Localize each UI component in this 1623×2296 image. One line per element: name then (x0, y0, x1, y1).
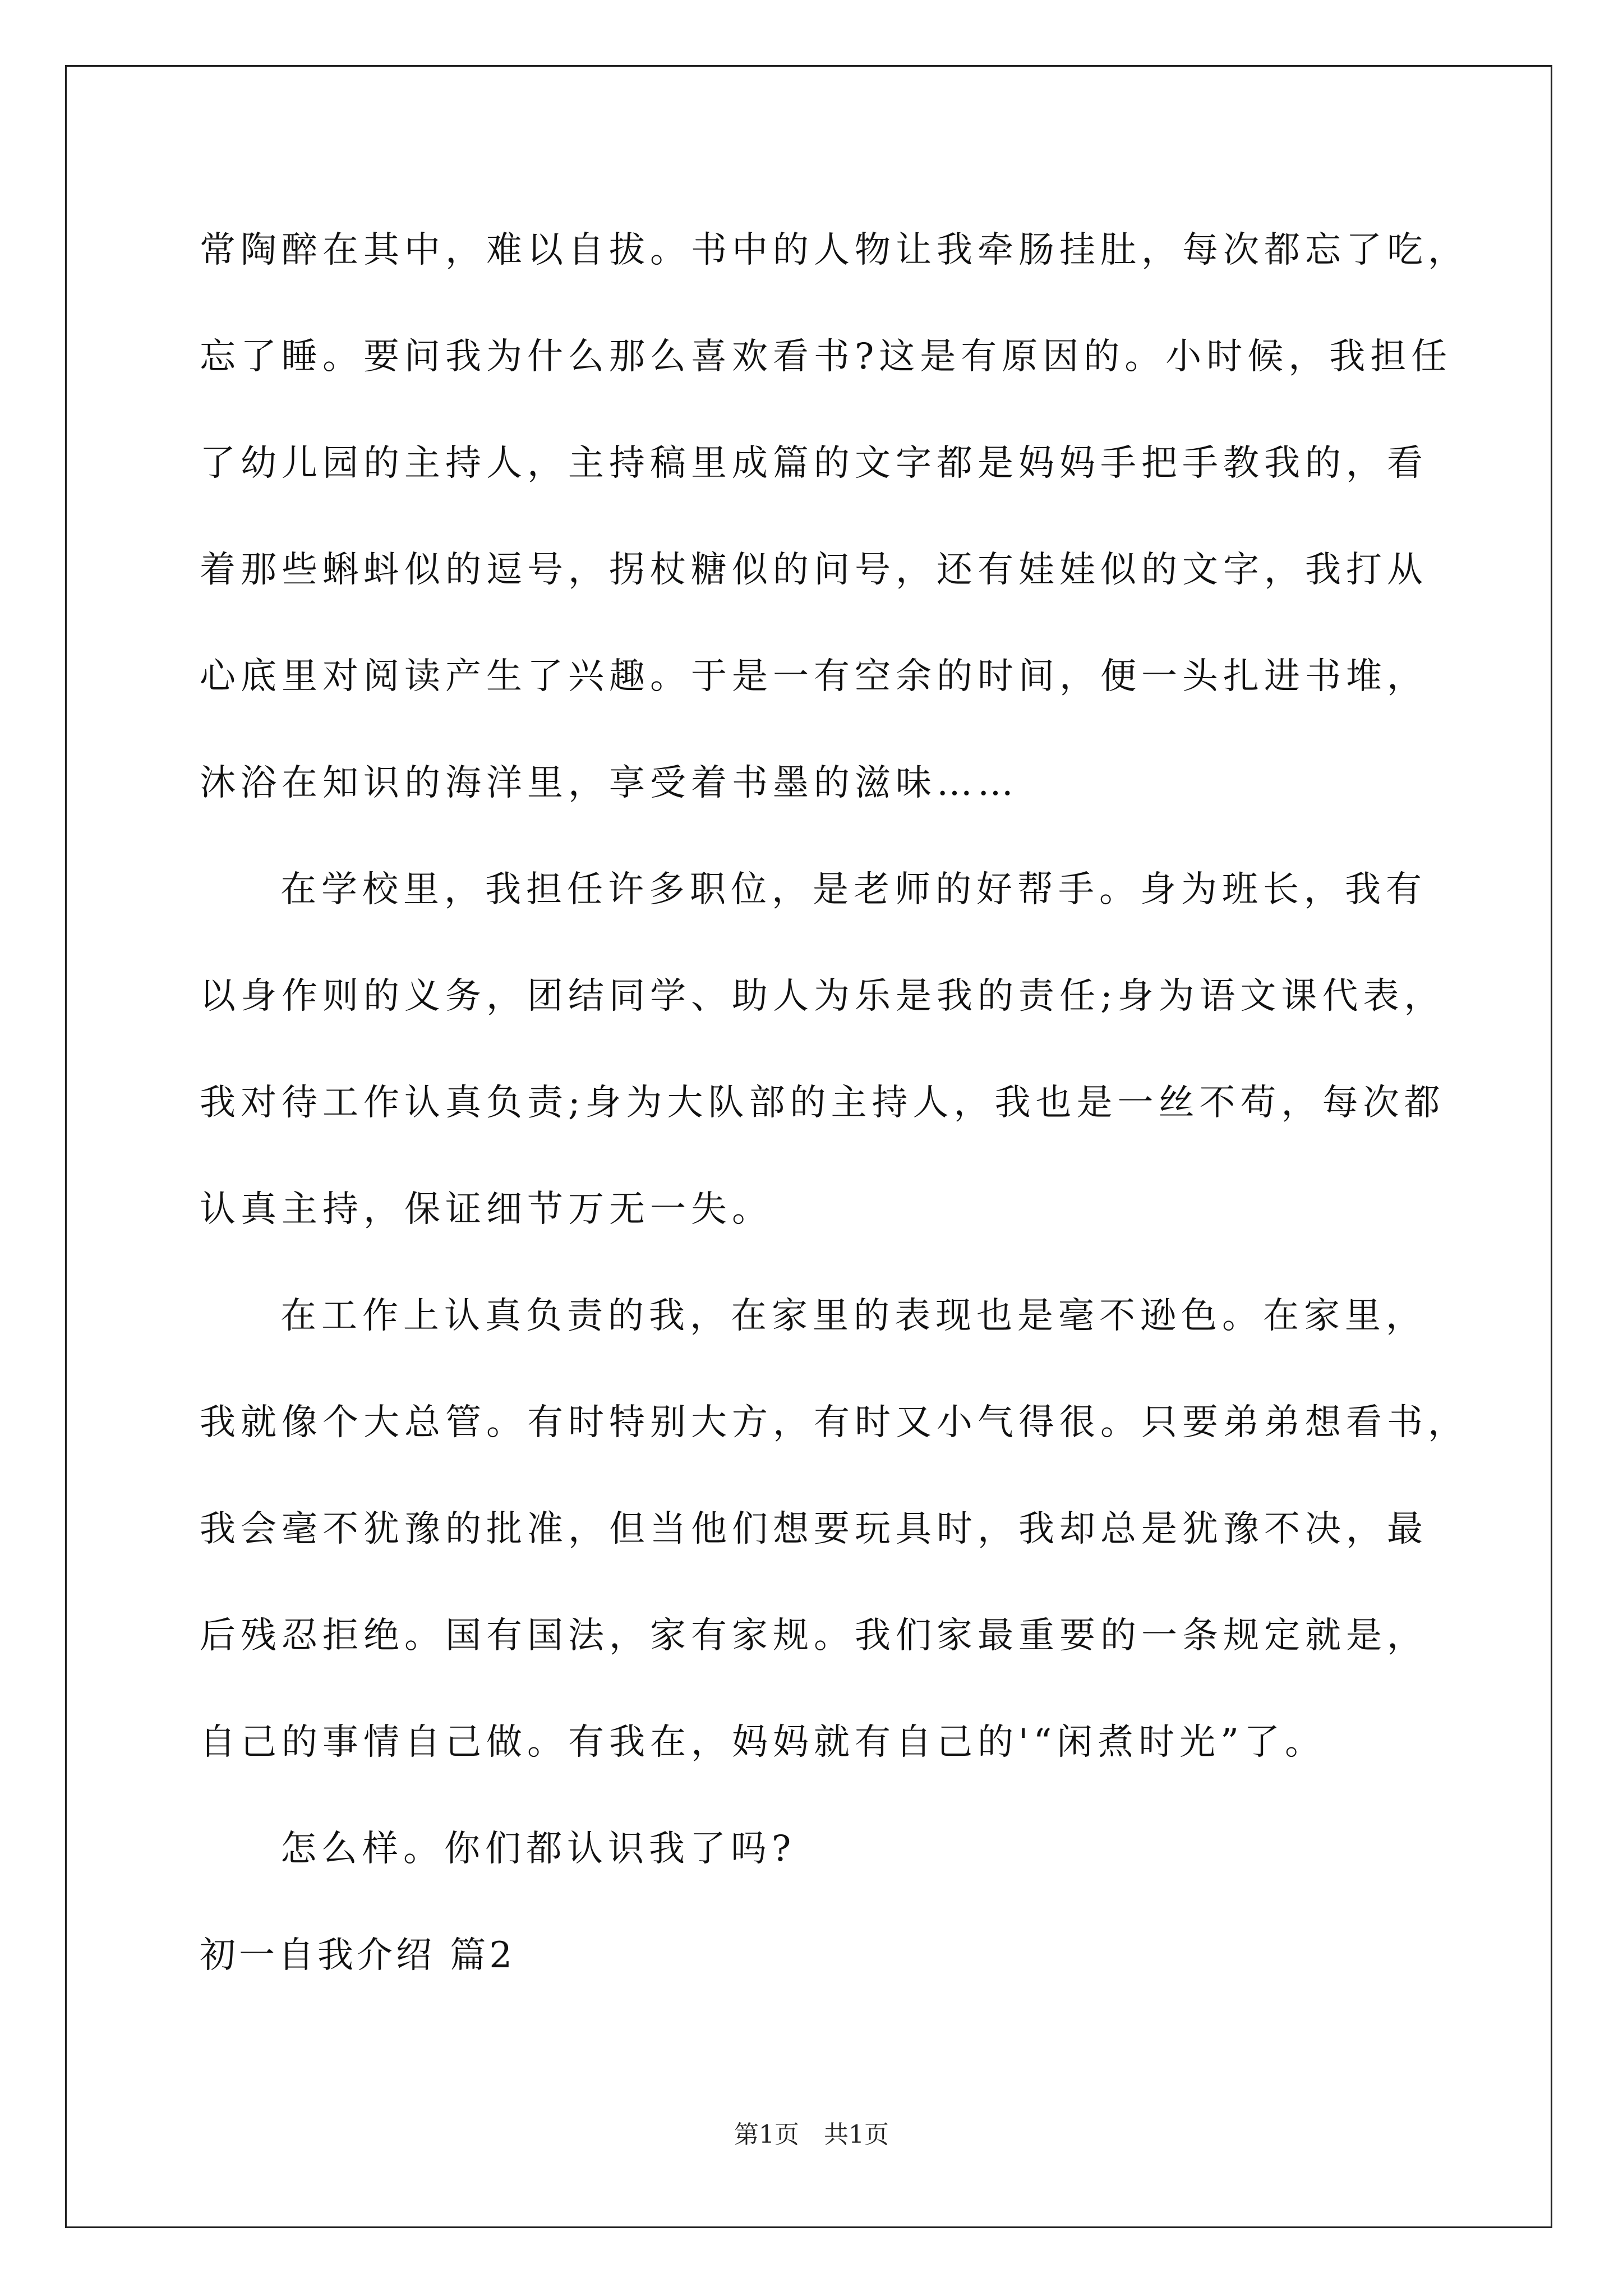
body-text-line: 我就像个大总管。有时特别大方，有时又小气得很。只要弟弟想看书， (200, 1402, 1469, 1443)
section-heading: 初一自我介绍 篇2 (200, 1935, 516, 1976)
body-text-line: 沐浴在知识的海洋里，享受着书墨的滋味…… (200, 762, 1018, 804)
body-text-line: 了幼儿园的主持人，主持稿里成篇的文字都是妈妈手把手教我的，看 (200, 443, 1428, 484)
body-text-line: 在工作上认真负责的我，在家里的表现也是毫不逊色。在家里， (280, 1295, 1427, 1337)
body-text-line: 怎么样。你们都认识我了吗? (280, 1828, 796, 1870)
body-text-line: 着那些蝌蚪似的逗号，拐杖糖似的问号，还有娃娃似的文字，我打从 (200, 549, 1428, 591)
body-text-line: 心底里对阅读产生了兴趣。于是一有空余的时间，便一头扎进书堆， (200, 656, 1428, 697)
body-text-line: 后残忍拒绝。国有国法，家有家规。我们家最重要的一条规定就是， (200, 1615, 1428, 1657)
body-text-line: 认真主持，保证细节万无一失。 (200, 1189, 773, 1230)
page-number-footer: 第1页 共1页 (734, 2120, 889, 2149)
body-text-line: 自己的事情自己做。有我在，妈妈就有自己的'“闲煮时光”了。 (200, 1722, 1326, 1763)
body-text-line: 在学校里，我担任许多职位，是老师的好帮手。身为班长，我有 (280, 869, 1427, 910)
body-text-line: 我对待工作认真负责;身为大队部的主持人，我也是一丝不苟，每次都 (200, 1082, 1445, 1124)
body-text-line: 我会毫不犹豫的批准，但当他们想要玩具时，我却总是犹豫不决，最 (200, 1508, 1428, 1550)
body-text-line: 以身作则的义务，团结同学、助人为乐是我的责任;身为语文课代表， (200, 976, 1445, 1017)
body-text-line: 常陶醉在其中，难以自拔。书中的人物让我牵肠挂肚，每次都忘了吃， (200, 229, 1469, 271)
page-border (65, 65, 1552, 2228)
body-text-line: 忘了睡。要问我为什么那么喜欢看书?这是有原因的。小时候，我担任 (200, 336, 1453, 378)
